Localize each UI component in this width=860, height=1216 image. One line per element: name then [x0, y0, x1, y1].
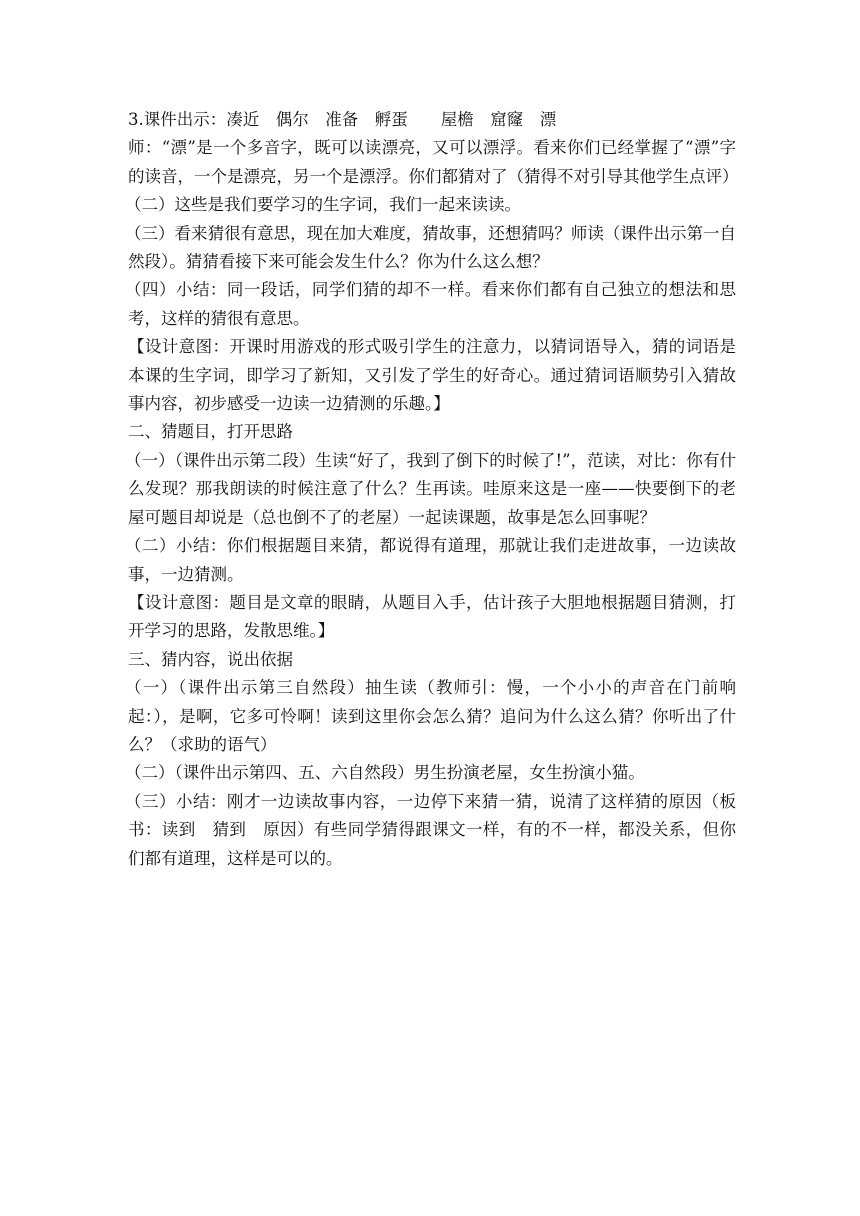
section2-step-one: （一）（课件出示第二段）生读“好了，我到了倒下的时候了!”，范读，对比：你有什么发现？那我朗读的时候注意了什么？生再读。哇原来这是一座——快要倒下的老屋可题目却说是（总也倒不了的老屋）一起读课题，故事是怎么回事呢？: [125, 450, 736, 527]
step-three: （三）看来猜很有意思，现在加大难度，猜故事，还想猜吗？师读（课件出示第一自然段）。猜猜看接下来可能会发生什么？你为什么这么想？: [125, 223, 736, 272]
section-heading-2: 二、猜题目，打开思路: [128, 422, 293, 442]
design-intent-2: 【设计意图：题目是文章的眼睛，从题目入手，估计孩子大胆地根据题目猜测，打开学习的思路，发散思维。】: [128, 592, 736, 641]
section3-step-two: （二）（课件出示第四、五、六自然段）男生扮演老屋，女生扮演小猫。: [125, 763, 645, 783]
step-four-summary: （四）小结：同一段话，同学们猜的却不一样。看来你们都有自己独立的想法和思考，这样的猜很有意思。: [125, 280, 736, 328]
section2-summary: （二）小结：你们根据题目来猜，都说得有道理，那就让我们走进故事，一边读故事，一边猜测。: [125, 536, 736, 584]
document-body: [125, 106, 739, 873]
section-heading-3: 三、猜内容，说出依据: [128, 649, 293, 669]
section3-summary: （三）小结：刚才一边读故事内容，一边停下来猜一猜，说清了这样猜的原因（板书：读到 猜到 原因）有些同学猜得跟课文一样，有的不一样，都没关系，但你们都有道理，这样是可以的。: [125, 791, 736, 868]
teacher-explanation: 师：“漂”是一个多音字，既可以读漂亮，又可以漂浮。看来你们已经掌握了“漂”字的读音，一个是漂亮，另一个是漂浮。你们都猜对了（猜得不对引导其他学生点评）: [128, 138, 739, 186]
design-intent-1: 【设计意图：开课时用游戏的形式吸引学生的注意力，以猜词语导入，猜的词语是本课的生字词，即学习了新知，又引发了学生的好奇心。通过猜词语顺势引入猜故事内容，初步感受一边读一边猜测的乐趣。】: [128, 337, 736, 414]
courseware-word-list: 3.课件出示：凑近 偶尔 准备 孵蛋 屋檐 窟窿 漂: [128, 110, 557, 129]
section3-step-one: （一）（课件出示第三自然段）抽生读（教师引：慢，一个小小的声音在门前响起：），是啊，它多可怜啊！读到这里你会怎么猜？追问为什么这么猜？你听出了什么？（求助的语气）: [125, 678, 736, 754]
step-two: （二）这些是我们要学习的生字词，我们一起来读读。: [125, 195, 521, 215]
